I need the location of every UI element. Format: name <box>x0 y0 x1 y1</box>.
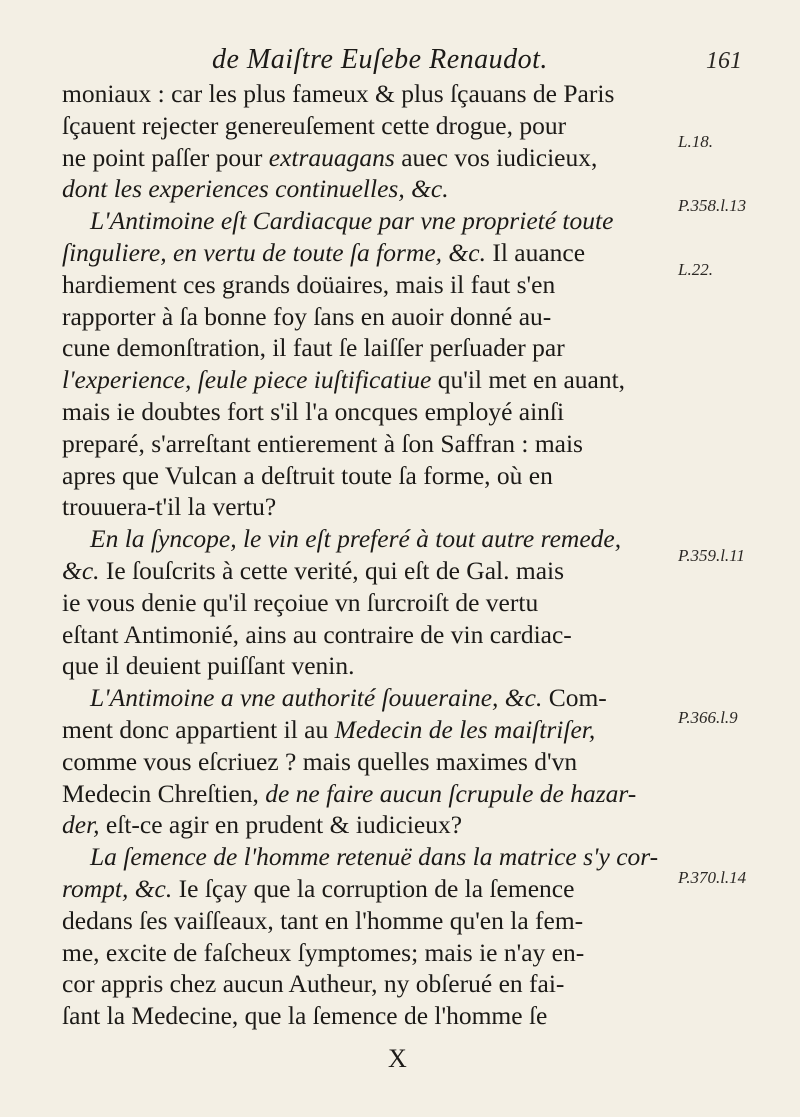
roman-run: cor appris chez aucun Autheur, ny obſerué en fai- <box>62 969 565 999</box>
text-line <box>62 650 670 682</box>
margin-note: L.18. <box>678 132 713 151</box>
text-line <box>62 714 670 746</box>
roman-run: ie vous denie qu'il reçoiue vn ſurcroiſt de vertu <box>62 587 539 617</box>
roman-run: ne point paſſer pour <box>62 142 269 172</box>
text-line <box>62 205 670 237</box>
text-line <box>62 968 670 1000</box>
italic-run: Medecin de les maiſtriſer, <box>334 714 596 744</box>
text-line <box>62 555 670 587</box>
italic-run: de ne faire aucun ſcrupule de hazar- <box>265 778 637 808</box>
roman-run: ſant la Medecine, que la ſemence de l'homme ſe <box>62 1001 548 1031</box>
roman-run: eſt-ce agir en prudent & iudicieux? <box>99 810 463 840</box>
italic-run: extrauagans <box>268 142 395 172</box>
text-line <box>62 301 670 333</box>
text-line <box>62 809 670 841</box>
roman-run: eſtant Antimonié, ains au contraire de vin cardiac- <box>62 619 572 649</box>
roman-run: hardiement ces grands doüaires, mais il faut s'en <box>62 269 556 299</box>
roman-run: trouuera-t'il la vertu? <box>62 492 277 522</box>
margin-note: P.359.l.11 <box>678 546 745 565</box>
text-line <box>62 905 670 937</box>
signature-mark: X <box>388 1044 407 1073</box>
text-line <box>62 237 670 269</box>
italic-run: dont les experiences continuelles, &c. <box>62 174 449 204</box>
roman-run: Ie ſçay que la corruption de la ſemence <box>172 873 575 903</box>
text-line <box>62 173 670 205</box>
italic-run: ſinguliere, en vertu de toute ſa forme, &c. <box>62 237 486 267</box>
margin-note: P.366.l.9 <box>678 708 738 727</box>
italic-run: &c. <box>62 555 100 585</box>
text-line <box>62 396 670 428</box>
text-line <box>62 523 670 555</box>
roman-run: cune demonſtration, il faut ſe laiſſer perſuader par <box>62 333 565 363</box>
running-title: de Maiſtre Euſebe Renaudot. <box>212 44 548 75</box>
italic-run: L'Antimoine eſt Cardiacque par vne proprieté toute <box>90 206 614 236</box>
italic-run: l'experience, ſeule piece iuſtificatiue <box>62 365 432 395</box>
text-line <box>62 269 670 301</box>
text-line <box>62 873 670 905</box>
text-line <box>62 332 670 364</box>
text-line <box>62 937 670 969</box>
roman-run: rapporter à ſa bonne foy ſans en auoir donné au- <box>62 301 552 331</box>
roman-run: auec vos iudicieux, <box>394 142 598 172</box>
roman-run: moniaux : car les plus fameux & plus ſçauans de Paris <box>62 79 615 108</box>
roman-run: Medecin Chreſtien, <box>62 778 266 808</box>
margin-note: P.358.l.13 <box>678 196 747 215</box>
roman-run: mais ie doubtes fort s'il l'a oncques employé ainſi <box>62 396 565 426</box>
text-line <box>62 841 670 873</box>
text-line <box>62 619 670 651</box>
text-line <box>62 682 670 714</box>
text-line <box>62 1000 670 1032</box>
italic-run: La ſemence de l'homme retenuë dans la matrice s'y cor- <box>90 842 659 872</box>
roman-run: Ie ſouſcrits à cette verité, qui eſt de Gal. mais <box>99 555 565 585</box>
text-line <box>62 428 670 460</box>
roman-run: me, excite de faſcheux ſymptomes; mais ie n'ay en- <box>62 937 585 967</box>
roman-run: preparé, s'arreſtant entierement à ſon Saffran : mais <box>62 428 583 458</box>
roman-run: dedans ſes vaiſſeaux, tant en l'homme qu'en la fem- <box>62 905 584 935</box>
text-line <box>62 587 670 619</box>
roman-run: ment donc appartient il au <box>62 714 335 744</box>
page-number: 161 <box>706 48 742 74</box>
roman-run: qu'il met en auant, <box>431 365 626 395</box>
margin-note: P.370.l.14 <box>678 868 747 887</box>
roman-run: Il auance <box>485 237 586 267</box>
text-line <box>62 110 670 142</box>
text-line <box>62 142 670 174</box>
text-line <box>62 746 670 778</box>
roman-run: comme vous eſcriuez ? mais quelles maximes d'vn <box>62 746 578 776</box>
italic-run: der, <box>62 810 100 840</box>
text-line <box>62 364 670 396</box>
italic-run: rompt, &c. <box>62 873 173 903</box>
roman-run: que il deuient puiſſant venin. <box>62 651 355 681</box>
roman-run: Com- <box>542 683 607 713</box>
text-line <box>62 491 670 523</box>
italic-run: En la ſyncope, le vin eſt preferé à tout autre remede, <box>90 524 622 554</box>
text-line <box>62 460 670 492</box>
italic-run: L'Antimoine a vne authorité ſouueraine, &c. <box>90 683 543 713</box>
text-line <box>62 778 670 810</box>
roman-run: apres que Vulcan a deſtruit toute ſa forme, où en <box>62 460 553 490</box>
roman-run: ſçauent rejecter genereuſement cette drogue, pour <box>62 110 567 140</box>
text-line <box>62 78 670 110</box>
body-text <box>62 78 670 1032</box>
margin-note: L.22. <box>678 260 713 279</box>
